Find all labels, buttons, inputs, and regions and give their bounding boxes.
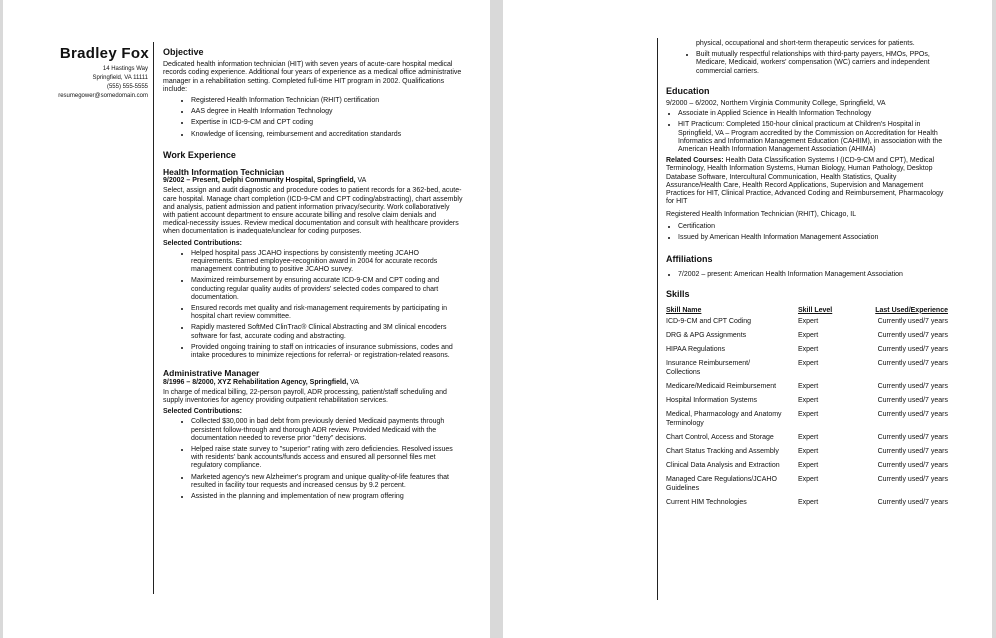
resume-page-2 bbox=[503, 0, 992, 638]
related-courses-label: Related Courses: bbox=[666, 157, 724, 165]
skill-level-cell: Expert bbox=[798, 360, 819, 368]
list-item: • AAS degree in Health Information Technology bbox=[191, 108, 463, 116]
last-used-cell: Currently used/7 years bbox=[877, 346, 948, 354]
contributions-list bbox=[163, 418, 463, 501]
list-item: • Provided ongoing training to staff on intricacies of insurance submissions, codes and intake procedures to minimize rejections for referral- or registration-related reasons. bbox=[191, 344, 463, 360]
list-item: • Marketed agency's new Alzheimer's program and unique quality-of-life features that resulted in facility tour requests and increased census by 9.2 percent. bbox=[191, 474, 463, 490]
list-item: • HIT Practicum: Completed 150-hour clinical practicum at Children's Hospital in Springfield, VA – Program accredited by the Commission on Accreditation for Health Informatics and Information Management Education (CAHIIM), in association with the American Health Information Management Association (AHIMA) bbox=[678, 121, 948, 154]
contributions-label: Selected Contributions: bbox=[163, 408, 242, 416]
contact-city: Springfield, VA 11111 bbox=[92, 75, 148, 81]
education-line: 9/2000 – 6/2002, Northern Virginia Community College, Springfield, VA bbox=[666, 100, 886, 108]
job-description: In charge of medical billing, 22-person payroll, ADR processing, patient/staff scheduling and supply inventories for agency providing outpatient rehabilitation services. bbox=[163, 388, 447, 404]
skill-name-cell: Hospital Information Systems bbox=[666, 397, 758, 405]
table-row bbox=[666, 397, 948, 411]
column-header: Skill Name bbox=[666, 306, 702, 314]
certification-line: Registered Health Information Technician (RHIT), Chicago, IL bbox=[666, 211, 857, 219]
skill-name-cell: Clinical Data Analysis and Extraction bbox=[666, 462, 780, 470]
job-title: Administrative Manager bbox=[163, 368, 260, 379]
last-used-cell: Currently used/7 years bbox=[877, 397, 948, 405]
column-header: Last Used/Experience bbox=[875, 306, 948, 314]
skill-level-cell: Expert bbox=[798, 476, 819, 484]
list-item: • Collected $30,000 in bad debt from previously denied Medicaid payments through persistent follow-through and thorough ADR review. Provided Medicaid with the documentation needed to reverse prior "deny" decisions. bbox=[191, 418, 463, 443]
list-item: • Ensured records met quality and risk-management requirements by participating in hospital chart review committee. bbox=[191, 305, 463, 321]
last-used-cell: Currently used/7 years bbox=[877, 332, 948, 340]
last-used-cell: Currently used/7 years bbox=[877, 360, 948, 368]
vertical-divider bbox=[153, 42, 154, 594]
skill-level-cell: Expert bbox=[798, 346, 819, 354]
work-experience-heading: Work Experience bbox=[163, 149, 236, 160]
skill-name-cell: ICD-9-CM and CPT Coding bbox=[666, 317, 752, 325]
table-row bbox=[666, 332, 948, 346]
objective-heading: Objective bbox=[163, 47, 204, 57]
certification-list bbox=[666, 223, 948, 242]
job-org: Delphi Community Hospital, Springfield, bbox=[221, 177, 356, 185]
job-dates: 9/2002 – Present, bbox=[163, 177, 222, 185]
skill-level-cell: Expert bbox=[798, 382, 819, 390]
table-row bbox=[666, 346, 948, 360]
skill-level-cell: Expert bbox=[798, 462, 819, 470]
contact-details bbox=[3, 65, 148, 101]
list-item: • Maximized reimbursement by ensuring accurate ICD-9-CM and CPT coding and conducting regular quality audits of providers' selected codes compared to chart documentation. bbox=[191, 277, 463, 302]
contact-address: 14 Hastings Way bbox=[102, 66, 148, 72]
table-row bbox=[666, 318, 948, 332]
contributions-list-continued bbox=[666, 40, 948, 76]
skill-name-cell: Chart Control, Access and Storage bbox=[666, 433, 774, 441]
table-row bbox=[666, 499, 948, 513]
job-description: Select, assign and audit diagnostic and procedure codes to patient records for a 362-bed, acute-care hospital. Manage chart completion (ICD-9-CM and CPT coding/abstracting), chart assembly and analysis, patient admission and patient information privacy/security. Work collaboratively with patient account department to ensure accurate billing and resolve claim denials and medical-necessity issues. Review medical documentation and consult with healthcare providers when documentation is inadequate/unclear for coding purposes. bbox=[163, 187, 463, 236]
job-state: VA bbox=[348, 378, 359, 386]
job-org: XYZ Rehabilitation Agency, Springfield, bbox=[217, 378, 349, 386]
table-row bbox=[666, 476, 948, 498]
contact-email: resumegower@somedomain.com bbox=[58, 93, 148, 99]
skill-name-cell: Current HIM Technologies bbox=[666, 498, 747, 506]
last-used-cell: Currently used/7 years bbox=[877, 317, 948, 325]
skills-heading: Skills bbox=[666, 289, 690, 300]
table-row bbox=[666, 383, 948, 397]
objective-text: Dedicated health information technician (HIT) with seven years of acute-care hospital medical records coding experience. Additional four years of experience as a medical office administrative manager in a rehabilitation setting. Completed full-time HIT program in 2002. Qualifications include: bbox=[163, 61, 462, 93]
last-used-cell: Currently used/7 years bbox=[877, 462, 948, 470]
list-item: • Certification bbox=[678, 223, 948, 231]
skill-name-cell: Insurance Reimbursement/ Collections bbox=[666, 360, 751, 376]
skill-level-cell: Expert bbox=[798, 317, 819, 325]
education-heading: Education bbox=[666, 85, 710, 96]
job-state: VA bbox=[355, 177, 367, 185]
skill-level-cell: Expert bbox=[798, 498, 819, 506]
skill-level-cell: Expert bbox=[798, 411, 819, 419]
related-courses-text: Health Data Classification Systems I (ICD-9-CM and CPT), Medical Terminology, Health Information Systems, Human Biology, Human Pathology, Desktop Database Software, Intercultural Communication, Health Statistics, Quality Assurance/Health Care, Health Record Applications, Supervision and Management Practices for HIT, Clinical Practice, Advanced Coding and Reimbursement, Pharmacology for HIT bbox=[666, 157, 944, 206]
job-dates: 8/1996 – 8/2000, bbox=[163, 378, 218, 386]
skill-name-cell: Medicare/Medicaid Reimbursement bbox=[666, 382, 777, 390]
list-item: • Expertise in ICD-9-CM and CPT coding bbox=[191, 119, 463, 127]
column-header: Skill Level bbox=[798, 306, 833, 314]
vertical-divider bbox=[657, 38, 658, 600]
skill-name-cell: Managed Care Regulations/JCAHO Guidelines bbox=[666, 476, 777, 492]
list-item: • Helped hospital pass JCAHO inspections by consistently meeting JCAHO requirements. Earned employee-recognition award in 2004 for accurate records management contributing to positive JCAHO survey. bbox=[191, 250, 463, 275]
last-used-cell: Currently used/7 years bbox=[877, 382, 948, 390]
job-dates-org bbox=[163, 379, 463, 387]
table-header-row bbox=[666, 307, 948, 318]
list-item: • Built mutually respectful relationships with third-party payers, HMOs, PPOs, Medicare, Medicaid, workers' compensation (WC) carriers and independent commercial carriers. bbox=[696, 51, 948, 76]
skill-level-cell: Expert bbox=[798, 433, 819, 441]
qualifications-list bbox=[163, 97, 463, 139]
list-item: physical, occupational and short-term therapeutic services for patients. bbox=[696, 40, 915, 47]
skills-table bbox=[666, 307, 948, 513]
last-used-cell: Currently used/7 years bbox=[877, 447, 948, 455]
table-row bbox=[666, 411, 948, 433]
skill-name-cell: Chart Status Tracking and Assembly bbox=[666, 447, 779, 455]
list-item: • Rapidly mastered SoftMed ClinTrac® Clinical Abstracting and 3M clinical encoders software for fast, accurate coding and abstracting. bbox=[191, 324, 463, 340]
resume-page-1 bbox=[3, 0, 490, 638]
job-title: Health Information Technician bbox=[163, 167, 285, 178]
contributions-list bbox=[163, 250, 463, 360]
contact-block bbox=[3, 45, 148, 101]
affiliations-list bbox=[666, 271, 948, 279]
skill-name-cell: HIPAA Regulations bbox=[666, 346, 726, 354]
job-dates-org bbox=[163, 177, 463, 185]
list-item: • Registered Health Information Technician (RHIT) certification bbox=[191, 97, 463, 105]
list-item: • Associate in Applied Science in Health Information Technology bbox=[678, 110, 948, 118]
education-list bbox=[666, 110, 948, 154]
list-item: • Knowledge of licensing, reimbursement and accreditation standards bbox=[191, 131, 463, 139]
list-item: • Helped raise state survey to "superior" rating with zero deficiencies. Resolved issues with residents' bank accounts/funds access and ensured all personnel files met regulatory compliance. bbox=[191, 446, 463, 471]
contact-phone: (555) 555-5555 bbox=[106, 84, 148, 90]
list-item: • 7/2002 – present: American Health Information Management Association bbox=[678, 271, 948, 279]
related-courses bbox=[666, 157, 948, 206]
skill-level-cell: Expert bbox=[798, 447, 819, 455]
main-column bbox=[163, 48, 463, 504]
skill-level-cell: Expert bbox=[798, 397, 819, 405]
last-used-cell: Currently used/7 years bbox=[877, 411, 948, 419]
last-used-cell: Currently used/7 years bbox=[877, 498, 948, 506]
last-used-cell: Currently used/7 years bbox=[877, 433, 948, 441]
main-column bbox=[666, 40, 948, 513]
affiliations-heading: Affiliations bbox=[666, 254, 713, 265]
last-used-cell: Currently used/7 years bbox=[877, 476, 948, 484]
skill-name-cell: Medical, Pharmacology and Anatomy Terminology bbox=[666, 411, 782, 427]
table-row bbox=[666, 448, 948, 462]
list-item: • Issued by American Health Information Management Association bbox=[678, 234, 948, 242]
skill-level-cell: Expert bbox=[798, 332, 819, 340]
candidate-name: Bradley Fox bbox=[59, 45, 149, 62]
table-row bbox=[666, 462, 948, 476]
skill-name-cell: DRG & APG Assignments bbox=[666, 332, 747, 340]
table-row bbox=[666, 360, 948, 382]
table-row bbox=[666, 434, 948, 448]
contributions-label: Selected Contributions: bbox=[163, 239, 242, 247]
list-item: • Assisted in the planning and implementation of new program offering bbox=[191, 493, 463, 501]
